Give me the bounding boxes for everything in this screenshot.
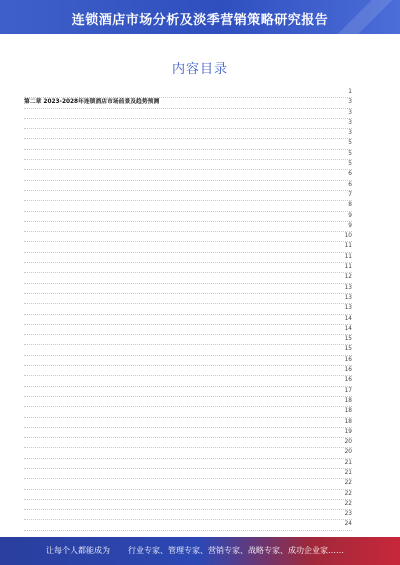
report-title: 连锁酒店市场分析及淡季营销策略研究报告 xyxy=(71,13,329,28)
toc-entry[interactable] xyxy=(24,376,352,386)
toc-entry-page: 13 xyxy=(344,305,352,312)
toc-entry[interactable] xyxy=(24,242,352,252)
toc-entry-page: 9 xyxy=(348,212,352,219)
toc-entry[interactable] xyxy=(24,428,352,438)
toc-entry[interactable] xyxy=(24,304,352,314)
toc-entry-page: 13 xyxy=(344,294,352,301)
toc-entry-page: 18 xyxy=(344,408,352,415)
toc-entry[interactable] xyxy=(24,448,352,458)
toc-entry[interactable] xyxy=(24,500,352,510)
toc-entry-page: 13 xyxy=(344,284,352,291)
toc-entry-page: 24 xyxy=(344,521,352,528)
toc-entry-page: 15 xyxy=(344,346,352,353)
toc-entry[interactable] xyxy=(24,284,352,294)
toc-entry-page: 21 xyxy=(344,469,352,476)
toc-entry-page: 18 xyxy=(344,418,352,425)
toc-entry[interactable] xyxy=(24,181,352,191)
toc-entry[interactable] xyxy=(24,356,352,366)
toc-entry-page: 3 xyxy=(348,130,352,137)
table-of-contents xyxy=(24,88,352,531)
footer-tagline: 行业专家、管理专家、营销专家、战略专家、成功企业家…… xyxy=(128,546,344,555)
toc-entry-page: 18 xyxy=(344,397,352,404)
toc-entry[interactable] xyxy=(24,212,352,222)
toc-entry-label: 第二章 2023-2028年连锁酒店市场前景及趋势预测 xyxy=(24,99,160,106)
toc-heading: 内容目录 xyxy=(171,62,228,77)
toc-entry-page: 16 xyxy=(344,356,352,363)
toc-entry[interactable] xyxy=(24,397,352,407)
toc-entry-page: 1 xyxy=(348,89,352,95)
toc-entry[interactable] xyxy=(24,273,352,283)
toc-entry-page: 20 xyxy=(344,439,352,446)
toc-entry-page: 5 xyxy=(348,140,352,147)
toc-entry[interactable] xyxy=(24,160,352,170)
toc-entry[interactable] xyxy=(24,232,352,242)
footer-banner xyxy=(0,537,400,565)
toc-entry-page: 3 xyxy=(348,99,352,106)
toc-entry[interactable] xyxy=(24,345,352,355)
toc-entry[interactable] xyxy=(24,88,352,98)
toc-entry-page: 22 xyxy=(344,490,352,497)
toc-entry[interactable] xyxy=(24,201,352,211)
toc-entry-page: 15 xyxy=(344,336,352,343)
toc-entry[interactable] xyxy=(24,490,352,500)
toc-entry[interactable] xyxy=(24,222,352,232)
toc-entry[interactable] xyxy=(24,520,352,530)
toc-entry[interactable] xyxy=(24,479,352,489)
toc-entry[interactable] xyxy=(24,294,352,304)
toc-entry[interactable] xyxy=(24,469,352,479)
toc-entry-page: 5 xyxy=(348,150,352,157)
toc-entry[interactable] xyxy=(24,325,352,335)
toc-entry-page: 5 xyxy=(348,161,352,168)
toc-entry[interactable] xyxy=(24,98,352,108)
toc-entry-page: 21 xyxy=(344,459,352,466)
toc-entry[interactable] xyxy=(24,459,352,469)
toc-entry-page: 22 xyxy=(344,480,352,487)
toc-entry-page: 17 xyxy=(344,387,352,394)
toc-entry-page: 6 xyxy=(348,171,352,178)
toc-entry[interactable] xyxy=(24,438,352,448)
toc-entry[interactable] xyxy=(24,139,352,149)
toc-entry[interactable] xyxy=(24,335,352,345)
toc-entry[interactable] xyxy=(24,407,352,417)
toc-entry-page: 11 xyxy=(344,253,352,260)
toc-entry-page: 9 xyxy=(348,222,352,229)
toc-entry-page: 6 xyxy=(348,181,352,188)
toc-entry-page: 19 xyxy=(344,428,352,435)
toc-entry[interactable] xyxy=(24,387,352,397)
toc-entry[interactable] xyxy=(24,150,352,160)
toc-entry-page: 8 xyxy=(348,202,352,209)
toc-entry-page: 3 xyxy=(348,109,352,116)
toc-entry-page: 22 xyxy=(344,500,352,507)
toc-entry-page: 23 xyxy=(344,511,352,518)
toc-entry[interactable] xyxy=(24,315,352,325)
toc-entry[interactable] xyxy=(24,418,352,428)
toc-entry-page: 16 xyxy=(344,367,352,374)
toc-entry-page: 11 xyxy=(344,264,352,271)
toc-entry-page: 7 xyxy=(348,191,352,198)
toc-entry-page: 11 xyxy=(344,243,352,250)
toc-entry-page: 20 xyxy=(344,449,352,456)
toc-entry-page: 3 xyxy=(348,119,352,126)
toc-entry[interactable] xyxy=(24,253,352,263)
footer-slogan: 让每个人都能成为 xyxy=(46,546,110,555)
toc-entry[interactable] xyxy=(24,366,352,376)
toc-entry-page: 12 xyxy=(344,274,352,281)
toc-entry-page: 14 xyxy=(344,315,352,322)
toc-entry-page: 14 xyxy=(344,325,352,332)
toc-entry[interactable] xyxy=(24,170,352,180)
toc-entry[interactable] xyxy=(24,109,352,119)
toc-entry[interactable] xyxy=(24,510,352,520)
toc-entry[interactable] xyxy=(24,191,352,201)
toc-entry[interactable] xyxy=(24,263,352,273)
toc-entry-page: 10 xyxy=(344,233,352,240)
toc-entry-page: 16 xyxy=(344,377,352,384)
toc-entry[interactable] xyxy=(24,129,352,139)
toc-entry[interactable] xyxy=(24,119,352,129)
header-banner xyxy=(0,0,400,34)
